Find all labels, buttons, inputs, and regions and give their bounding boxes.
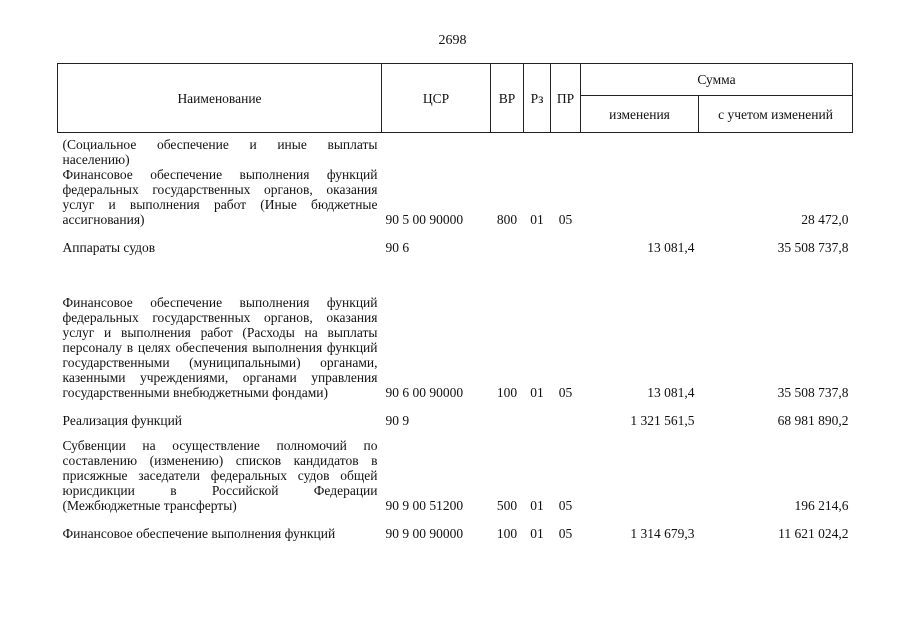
row-total: 11 621 024,2 [778, 526, 849, 541]
row-rz [524, 410, 551, 428]
row-rz [524, 133, 551, 168]
header-sum: Сумма [581, 64, 853, 96]
row-rz: 01 [530, 526, 544, 541]
row-vr [491, 410, 524, 428]
row-csr: 90 9 00 90000 [385, 526, 464, 541]
table-header [58, 64, 853, 133]
row-total: 68 981 890,2 [777, 413, 849, 428]
row-name: Финансовое обеспечение выполнения функций федеральных государственных органов, оказания услуг и выполнения работ (Иные бюджетные ассигнования) [62, 167, 378, 227]
row-change: 13 081,4 [647, 385, 695, 400]
row-change: 1 314 679,3 [630, 526, 695, 541]
header-rz: Рз [524, 64, 551, 133]
row-vr: 100 [496, 526, 518, 541]
row-total: 35 508 737,8 [777, 240, 849, 255]
row-total: 35 508 737,8 [777, 385, 849, 400]
row-change: 1 321 561,5 [630, 413, 695, 428]
row-pr [551, 133, 581, 168]
table-row [58, 523, 853, 541]
header-pr: ПР [551, 64, 581, 133]
row-change [581, 133, 699, 168]
header-with-change: с учетом изменений [699, 96, 853, 133]
row-total: 28 472,0 [801, 212, 849, 227]
header-csr: ЦСР [382, 64, 491, 133]
row-csr [382, 133, 491, 168]
row-csr: 90 6 [385, 240, 410, 255]
table-row [58, 167, 853, 227]
row-vr [491, 133, 524, 168]
row-change [581, 438, 699, 513]
row-pr: 05 [558, 526, 573, 541]
row-name: (Социальное обеспечение и иные выплаты населению) [62, 137, 378, 167]
row-rz [524, 237, 551, 255]
header-name: Наименование [58, 64, 382, 133]
row-rz: 01 [530, 498, 544, 513]
budget-table [57, 63, 853, 541]
table-row [58, 410, 853, 428]
row-vr: 100 [496, 385, 518, 400]
row-name: Финансовое обеспечение выполнения функций [62, 526, 336, 541]
row-pr: 05 [558, 212, 573, 227]
row-pr [551, 237, 581, 255]
row-csr: 90 5 00 90000 [385, 212, 464, 227]
header-change: изменения [581, 96, 699, 133]
row-csr: 90 6 00 90000 [385, 385, 464, 400]
row-rz: 01 [530, 212, 544, 227]
row-name: Финансовое обеспечение выполнения функций федеральных государственных органов, оказания услуг и выполнения работ (Расходы на выплаты персоналу в целях обеспечения выполнения функций государственными (муниципальными) органами, казенными учреждениями, органами управления государственными внебюджетными фондами) [62, 295, 378, 400]
header-vr: ВР [491, 64, 524, 133]
table-body [58, 133, 853, 542]
row-csr: 90 9 [385, 413, 410, 428]
row-total [699, 133, 853, 168]
table-row [58, 133, 853, 168]
row-name: Реализация функций [62, 413, 183, 428]
row-vr: 500 [496, 498, 518, 513]
table-row [58, 265, 853, 400]
row-vr: 800 [496, 212, 518, 227]
page-number: 2698 [438, 33, 467, 48]
row-name: Аппараты судов [62, 240, 156, 255]
table-row [58, 438, 853, 513]
row-change [581, 167, 699, 227]
row-pr [551, 410, 581, 428]
row-csr: 90 9 00 51200 [385, 498, 464, 513]
table-row [58, 237, 853, 255]
row-vr [491, 237, 524, 255]
row-total: 196 214,6 [794, 498, 849, 513]
row-rz: 01 [530, 385, 544, 400]
row-pr: 05 [558, 385, 573, 400]
row-name: Субвенции на осуществление полномочий по составлению (изменению) списков кандидатов в присяжные заседатели федеральных судов общей юрисдикции в Российской Федерации (Межбюджетные трансферты) [62, 438, 378, 513]
row-change: 13 081,4 [647, 240, 695, 255]
row-pr: 05 [558, 498, 573, 513]
